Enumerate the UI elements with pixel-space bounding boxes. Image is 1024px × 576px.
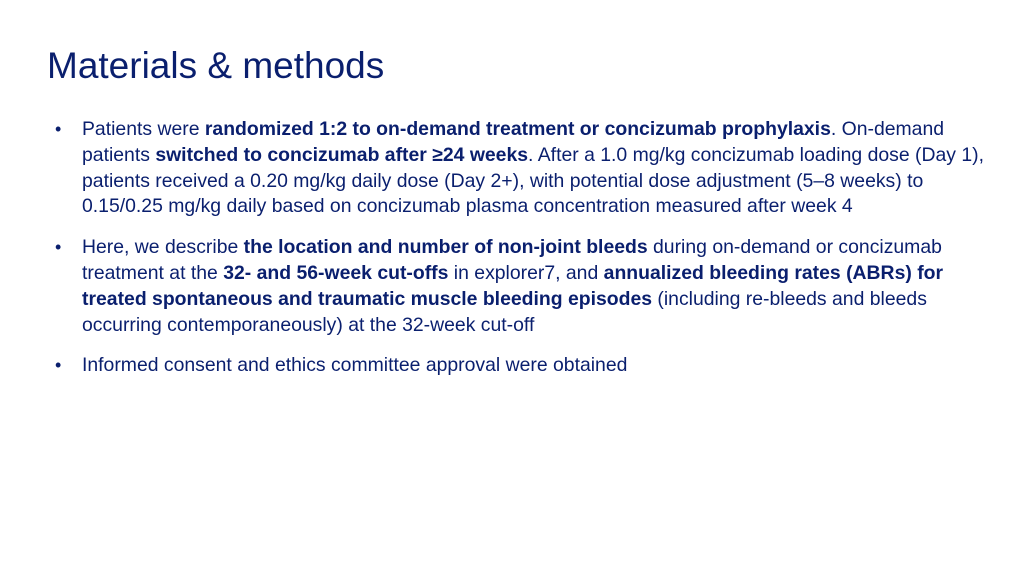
bullet-list (0, 117, 1024, 394)
text-segment: . After a 1.0 mg/kg concizumab loading dose (Day 1), patients received a 0.20 mg/kg daily dose (Day 2+), with potential dose adjustment (5–8 weeks) to 0.15/0.25 mg/kg daily based on concizumab plasma concentration measured after week 4 (82, 143, 984, 218)
bullet-item (0, 353, 1024, 379)
bullet-item (0, 235, 1024, 338)
bullet-marker: • (55, 119, 62, 139)
bullet-text (82, 118, 984, 217)
bold-text-segment: annualized bleeding rates (ABRs) for treated spontaneous and traumatic muscle bleeding episodes (82, 261, 944, 310)
bullet-item (0, 117, 1024, 220)
text-segment: during on-demand or concizumab treatment at the (82, 236, 942, 284)
bullet-text (82, 236, 943, 335)
bold-text-segment: randomized 1:2 to on-demand treatment or concizumab prophylaxis (204, 118, 831, 140)
text-segment: . On-demand patients (82, 118, 945, 166)
bold-text-segment: 32- and 56-week cut-offs (223, 261, 449, 284)
bold-text-segment: the location and number of non-joint bleeds (243, 236, 648, 259)
bullet-text (82, 354, 627, 376)
text-segment: Patients were (82, 118, 205, 140)
text-segment: (including re-bleeds and bleeds occurring contemporaneously) at the 32-week cut-off (82, 287, 927, 336)
bullet-marker: • (55, 237, 62, 258)
text-segment: Here, we describe (82, 236, 244, 259)
text-segment: Informed consent and ethics committee approval were obtained (82, 354, 628, 377)
text-segment: in explorer7, and (448, 261, 604, 284)
page-title: Materials & methods (47, 45, 385, 86)
bold-text-segment: switched to concizumab after ≥24 weeks (155, 143, 529, 166)
bullet-marker: • (55, 355, 62, 376)
